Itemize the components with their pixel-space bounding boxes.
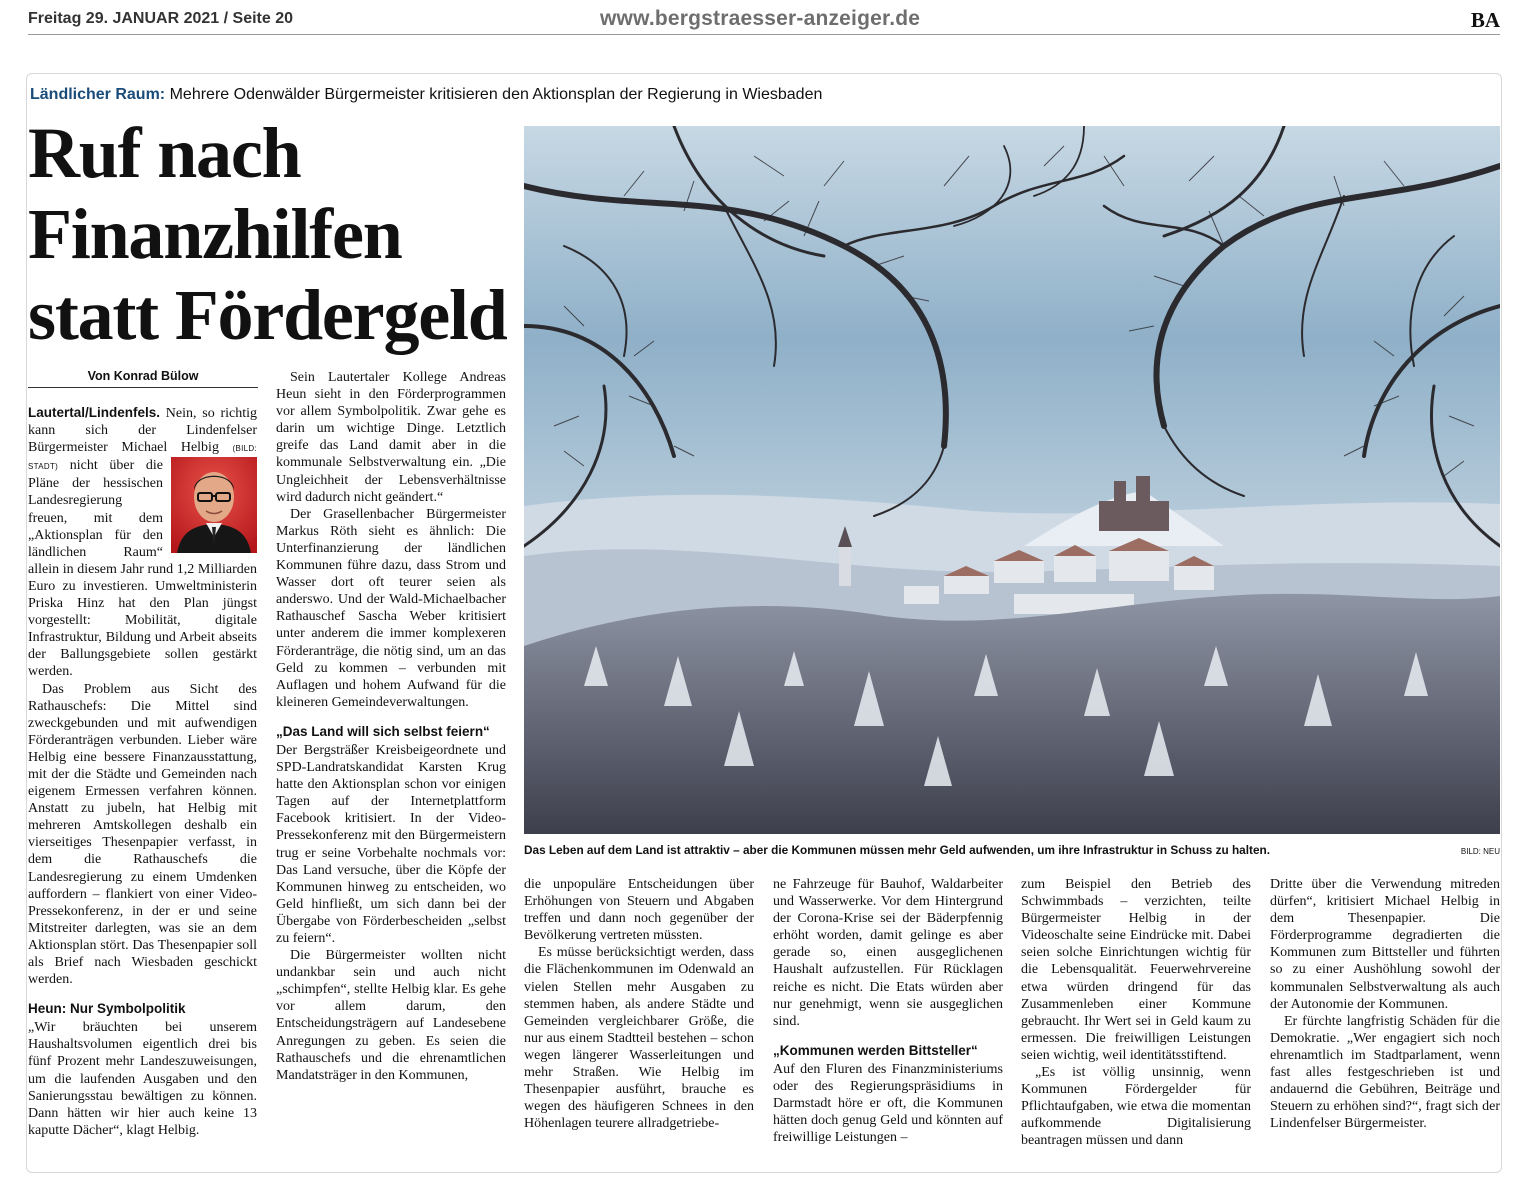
paragraph: Auf den Fluren des Finanzministeriums oder des Regierungspräsidiums in Darmstadt höre er oft, die Kommunen hätten doch genug Geld und könnten auf freiwillige Leistungen –: [773, 1061, 1003, 1146]
portrait-photo: [171, 457, 257, 553]
paragraph: die unpopuläre Entscheidungen über Erhöhungen von Steuern und Abgaben treffen und dann noch gegenüber der Bevölkerung vertreten müssten.: [524, 877, 754, 944]
paragraph: „Es ist völlig unsinnig, wenn Kommunen Fördergelder für Pflichtaufgaben, wie etwa die momentan aufkommende Digitalisierung beantragen müssen und dann: [1021, 1065, 1251, 1149]
photo-caption: Das Leben auf dem Land ist attraktiv – aber die Kommunen müssen mehr Geld aufwenden, um ihre Infrastruktur in Schuss zu halten.: [524, 843, 1270, 857]
issue-date: Freitag 29. JANUAR 2021 / Seite 20: [28, 10, 294, 27]
headline-line: Ruf nach: [28, 113, 301, 193]
paragraph: Die Bürgermeister wollten nicht undankbar sein und auch nicht „schimpfen“, stellte Helbig klar. Es gehe vor allem darum, den Entscheidungsträgern auf Landesebene Anregungen zu geben. Es seien die Rathauschefs und die ehrenamtlichen Mandatsträger in den Kommunen,: [276, 948, 506, 1083]
headline-line: statt Fördergeld: [28, 275, 507, 355]
kicker: [30, 86, 822, 104]
paragraph: zum Beispiel den Betrieb des Schwimmbads – verzichten, teilte Bürgermeister Helbig in der Videoschalte seine Eindrücke mit. Dabei seien solche Einrichtungen wichtig für die Lebensqualität. Feuerwehrvereine etwa würden dringend für das Zusammenleben einer Kommune gebraucht. Ihr Wert sei in Geld kaum zu ermessen. Die freiwilligen Leistungen seien wichtig, weil identitätsstiftend.: [1021, 877, 1251, 1063]
text-column-3: [524, 876, 754, 1132]
paragraph: „Wir bräuchten bei unserem Haushaltsvolumen eigentlich drei bis fünf Prozent mehr Landeszuweisungen, um die laufenden Ausgaben und den Sanierungsstau bewältigen zu können. Dann hätten wir hier auch keine 13 kaputte Dächer“, klagt Helbig.: [28, 1020, 257, 1138]
text-column-6: [1270, 876, 1500, 1132]
headline-line: Finanzhilfen: [28, 194, 402, 274]
paragraph: Er fürchte langfristig Schäden für die Demokratie. „Wer engagiert sich noch ehrenamtlich im Stadtparlament, wenn fast alles festgeschrieben ist und andauernd die Gebühren, Beiträge und Steuern zu erhöhen sind?“, fragt sich der Lindenfelser Bürgermeister.: [1270, 1013, 1500, 1132]
kicker-topic: Ländlicher Raum:: [30, 86, 166, 103]
paragraph-text: Nein, so richtig kann sich der Lindenfelser Bürgermeister Michael Helbig: [28, 406, 257, 456]
headline: [28, 113, 518, 356]
kicker-text: Mehrere Odenwälder Bürgermeister kritisieren den Aktionsplan der Regierung in Wiesbaden: [169, 86, 823, 103]
text-column-4: [773, 876, 1003, 1146]
photo-credit: BILD: NEU: [1460, 847, 1500, 856]
paragraph: Das Problem aus Sicht des Rathauschefs: Die Mittel sind zweckgebunden und mit aufwendigen Förderanträgen verbunden. Lieber wäre Helbig eine bessere Finanzausstattung, mit der die Städte und Gemeinden nach eigenem Ermessen verfahren können. Anstatt zu jubeln, hat Helbig mit mehreren Amtskollegen deshalb ein vierseitiges Thesenpapier verfasst, in dem die Rathauschefs die Landesregierung zu einem Umdenken auffordern – flankiert von einer Video-Pressekonferenz, in der er und seine Mitstreiter darlegten, was sie an dem Aktionsplan stört. Das Thesenpapier soll als Brief nach Wiesbaden geschickt werden.: [28, 681, 257, 988]
text-column-5: [1021, 876, 1251, 1150]
text-column-1: [28, 404, 257, 1139]
text-column-2: [276, 369, 506, 1084]
subheading: „Kommunen werden Bittsteller“: [773, 1042, 978, 1058]
paragraph: Der Grasellenbacher Bürgermeister Markus Röth sieht es ähnlich: Die Unterfinanzierung der ländlichen Kommunen führe dazu, dass Strom und Wasser dort oft teurer seien als anderswo. Und der Wald-Michaelbacher Rathauschef Sascha Weber kritisiert unter anderem die immer komplexeren Förderanträge, die nötig sind, um an das Geld zu kommen – verbunden mit Auflagen und hohem Aufwand für die kleineren Gemeindeverwaltungen.: [276, 506, 506, 710]
paragraph: Sein Lautertaler Kollege Andreas Heun sieht in den Förderprogrammen vor allem Symbolpolitik. Zwar gehe es darin um wichtige Dinge. Letztlich greife das Land damit aber in die kommunale Selbstverwaltung ein. „Die Ungleichheit der Lebensverhältnisse wird dadurch nicht geändert.“: [276, 370, 506, 505]
paragraph: Es müsse berücksichtigt werden, dass die Flächenkommunen im Odenwald an vielen Stellen mehr Ausgaben zu stemmen haben, als andere Städte und Gemeinden vergleichbarer Größe, die nur aus einem Stadtteil bestehen – schon wegen längerer Wasserleitungen und mehr Straßen. Wie Helbig im Thesenpapier ausführt, brauche es wegen des häufigeren Schnees in den Höhenlagen teurere allradgetriebe-: [524, 945, 754, 1132]
paragraph: [28, 404, 257, 681]
landscape-photo: [524, 126, 1500, 834]
subheading: „Das Land will sich selbst feiern“: [276, 723, 490, 739]
paragraph-text: nicht über die Pläne der hessischen Landesregierung freuen, mit dem „Aktionsplan für den ländlichen Raum“ allein in diesem Jahr rund 1,2 Milliarden Euro zu investieren. Umweltministerin Priska Hinz hat den Plan jüngst vorgestellt: Mobilität, digitale Infrastruktur, Bildung und Arbeit abseits der Ballungsgebiete sollen gestärkt werden.: [28, 458, 257, 680]
paragraph: ne Fahrzeuge für Bauhof, Waldarbeiter und Wasserwerke. Vor dem Hintergrund der Corona-Krise sei der Bäderpfennig erhöht worden, damit gelinge es aber gerade so, einen ausgeglichenen Haushalt aufzustellen. Für Rücklagen reiche es nicht. Die Etats würden aber nur genehmigt, wenn sie ausgeglichen sind.: [773, 877, 1003, 1029]
paragraph: Der Bergsträßer Kreisbeigeordnete und SPD-Landratskandidat Karsten Krug hatte den Aktionsplan schon vor einigen Tagen auf der Internetplattform Facebook kritisiert. In der Video-Pressekonferenz mit den Bürgermeistern trug er seine Vorbehalte nochmals vor: Das Land versuche, über die Köpfe der Kommunen hinweg zu entscheiden, wo Geld hinfließt, um sich dann bei der Übergabe von Förderbescheiden „selbst zu feiern“.: [276, 742, 506, 946]
dateline: Lautertal/Lindenfels.: [28, 405, 161, 420]
website-url[interactable]: www.bergstraesser-anzeiger.de: [600, 7, 921, 30]
portrait-credit: (BILD: STADT): [28, 444, 258, 472]
paragraph: Dritte über die Verwendung mitreden dürfen“, kritisiert Michael Helbig in dem Thesenpapier. Die Förderprogramme degradierten die Kommunen zum Bittsteller und führten so zu einer Aushöhlung sowohl der kommunalen Selbstverwaltung als auch der Autonomie der Kommunen.: [1270, 877, 1500, 1012]
subheading: Heun: Nur Symbolpolitik: [28, 1001, 186, 1017]
winter-village-image: [524, 126, 1500, 834]
byline: Von Konrad Bülow: [28, 369, 258, 388]
paper-logo: BA: [1470, 8, 1500, 32]
page-header: [28, 8, 1500, 35]
